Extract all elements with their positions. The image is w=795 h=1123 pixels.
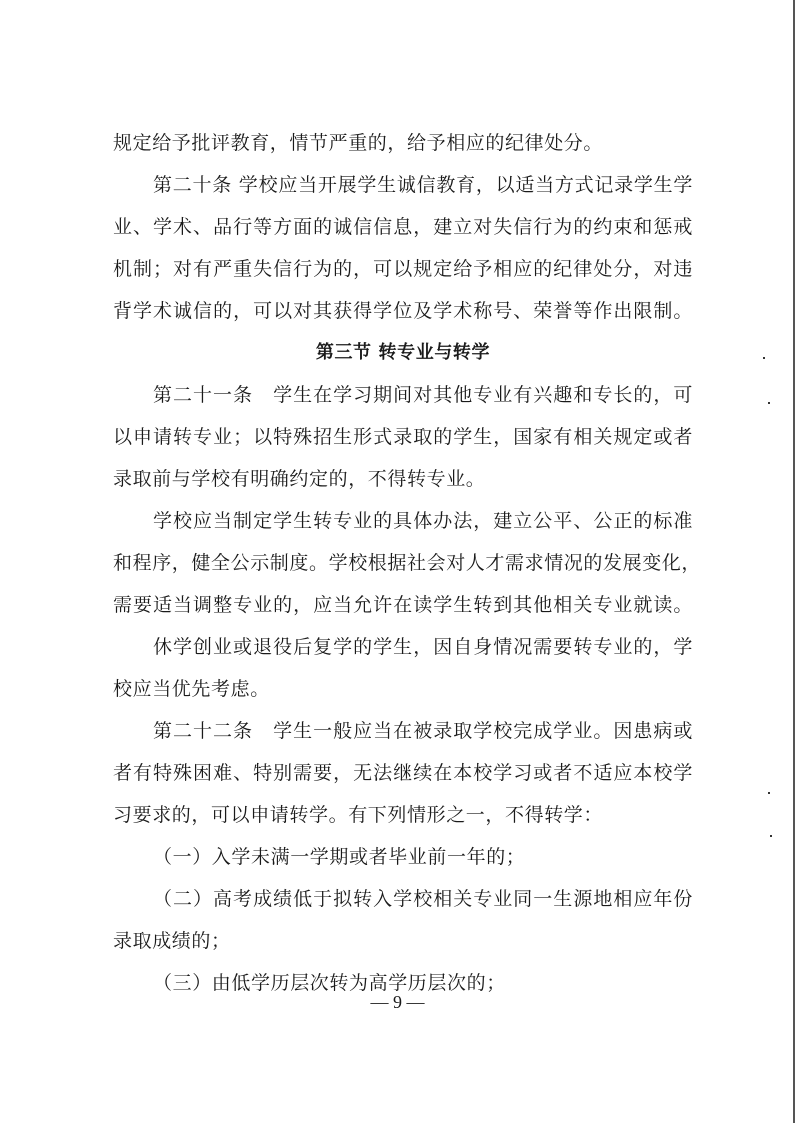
- article-21-line: 第二十一条 学生在学习期间对其他专业有兴趣和专长的，可: [153, 384, 693, 406]
- paragraph-line: 和程序，健全公示制度。学校根据社会对人才需求情况的发展变化，: [113, 552, 702, 574]
- page-number: — 9 —: [370, 992, 425, 1012]
- list-item-2: （二）高考成绩低于拟转入学校相关专业同一生源地相应年份: [153, 888, 693, 910]
- paragraph-line: 规定给予批评教育，情节严重的，给予相应的纪律处分。: [113, 132, 604, 154]
- paragraph-line: 录取前与学校有明确约定的，不得转专业。: [113, 468, 486, 490]
- paragraph-line: 以申请转专业；以特殊招生形式录取的学生，国家有相关规定或者: [113, 426, 693, 448]
- paragraph-line: 学校应当制定学生转专业的具体办法，建立公平、公正的标准: [153, 510, 693, 532]
- document-body: [113, 122, 702, 1004]
- paragraph-line: 者有特殊困难、特别需要，无法继续在本校学习或者不适应本校学: [113, 762, 693, 784]
- article-20-line: 第二十条 学校应当开展学生诚信教育，以适当方式记录学生学: [153, 174, 693, 196]
- scan-speck: [768, 402, 770, 404]
- list-item-1: （一）入学未满一学期或者毕业前一年的；: [153, 846, 526, 868]
- scan-speck: [770, 835, 772, 837]
- paragraph-line: 习要求的，可以申请转学。有下列情形之一，不得转学：: [113, 804, 604, 826]
- section-heading: 第三节 转专业与转学: [315, 342, 491, 363]
- paragraph-line: 背学术诚信的，可以对其获得学位及学术称号、荣誉等作出限制。: [113, 300, 693, 322]
- paragraph-line: 业、学术、品行等方面的诚信信息，建立对失信行为的约束和惩戒: [113, 216, 693, 238]
- paragraph-line: 需要适当调整专业的，应当允许在读学生转到其他相关专业就读。: [113, 594, 693, 616]
- paragraph-line: 休学创业或退役后复学的学生，因自身情况需要转专业的，学: [153, 636, 693, 658]
- article-22-line: 第二十二条 学生一般应当在被录取学校完成学业。因患病或: [153, 720, 693, 742]
- list-item-2-cont: 录取成绩的；: [113, 930, 231, 952]
- list-item-3: （三）由低学历层次转为高学历层次的；: [153, 972, 506, 994]
- paragraph-line: 校应当优先考虑。: [113, 678, 270, 700]
- paragraph-line: 机制；对有严重失信行为的，可以规定给予相应的纪律处分，对违: [113, 258, 693, 280]
- scan-speck: [768, 792, 770, 794]
- scan-speck: [763, 357, 765, 359]
